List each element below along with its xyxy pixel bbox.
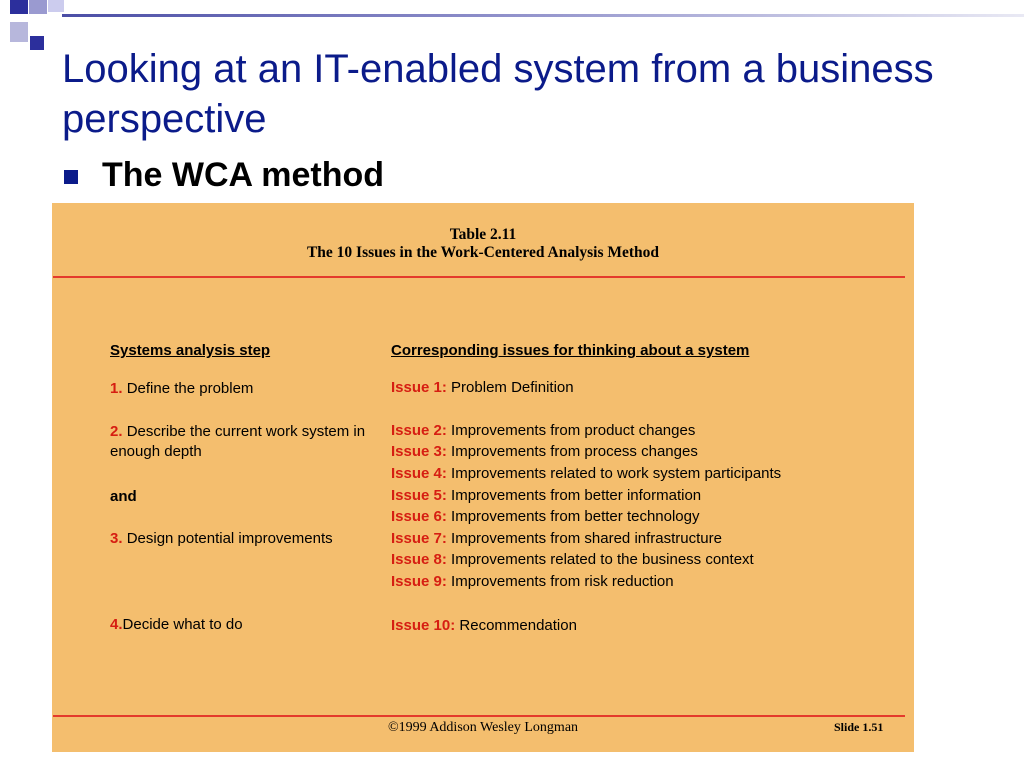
issue-text: Problem Definition <box>451 379 574 396</box>
step-text: Design potential improvements <box>126 530 333 547</box>
step-connector: and <box>110 488 137 505</box>
issue-label: Issue 9: <box>391 573 447 590</box>
table-caption: Table 2.11 <box>449 226 517 243</box>
issue-text: Recommendation <box>459 617 577 634</box>
issue-label: Issue 2: <box>391 422 447 439</box>
decor-square <box>29 14 47 32</box>
header-gradient-bar <box>62 14 1024 17</box>
step-item <box>110 379 370 399</box>
bullet-text: The WCA method <box>102 156 385 194</box>
issue-item <box>391 572 674 592</box>
copyright-text: ©1999 Addison Wesley Longman <box>387 720 579 735</box>
issue-item <box>391 378 574 398</box>
issue-label: Issue 3: <box>391 443 447 460</box>
issue-label: Issue 5: <box>391 487 447 504</box>
decor-square <box>10 0 28 14</box>
issue-item <box>391 486 701 506</box>
issue-item <box>391 550 754 570</box>
table-panel <box>52 203 914 752</box>
step-text: Decide what to do <box>122 616 243 633</box>
column-header-steps: Systems analysis step <box>110 342 271 359</box>
step-number: 3. <box>110 530 123 547</box>
issue-text: Improvements related to the business context <box>451 551 754 568</box>
issue-label: Issue 8: <box>391 551 447 568</box>
issue-text: Improvements from better information <box>451 487 702 504</box>
issue-item <box>391 616 577 636</box>
slide-number: Slide 1.51 <box>834 720 884 734</box>
step-item <box>110 615 370 635</box>
issue-text: Improvements from shared infrastructure <box>451 530 722 547</box>
issue-item <box>391 464 781 484</box>
decor-square <box>30 36 44 50</box>
issue-text: Improvements from risk reduction <box>451 573 674 590</box>
issue-item <box>391 507 700 527</box>
slide-title: Looking at an IT-enabled system from a business perspective <box>62 47 934 141</box>
issue-label: Issue 4: <box>391 465 447 482</box>
issue-text: Improvements from better technology <box>451 508 700 525</box>
issue-label: Issue 10: <box>391 617 456 634</box>
divider-bottom <box>53 715 905 717</box>
issue-item <box>391 421 695 441</box>
step-item <box>110 422 370 462</box>
decor-square <box>29 0 47 14</box>
issue-item <box>391 529 722 549</box>
divider-top <box>53 276 905 278</box>
issue-label: Issue 1: <box>391 379 447 396</box>
table-subtitle: The 10 Issues in the Work-Centered Analysis Method <box>306 244 660 261</box>
bullet-marker <box>64 170 78 184</box>
step-text: Define the problem <box>126 380 254 397</box>
issue-text: Improvements from process changes <box>451 443 698 460</box>
decor-square <box>10 22 28 42</box>
step-number: 4. <box>110 616 123 633</box>
decor-square <box>48 0 64 12</box>
issue-item <box>391 442 698 462</box>
issue-label: Issue 7: <box>391 530 447 547</box>
step-number: 1. <box>110 380 123 397</box>
column-header-issues: Corresponding issues for thinking about a system <box>391 342 750 359</box>
step-number: 2. <box>110 423 123 440</box>
issue-text: Improvements from product changes <box>451 422 696 439</box>
step-text: Describe the current work system in enough depth <box>110 423 366 460</box>
issue-label: Issue 6: <box>391 508 447 525</box>
step-item <box>110 529 370 549</box>
issue-text: Improvements related to work system participants <box>451 465 782 482</box>
